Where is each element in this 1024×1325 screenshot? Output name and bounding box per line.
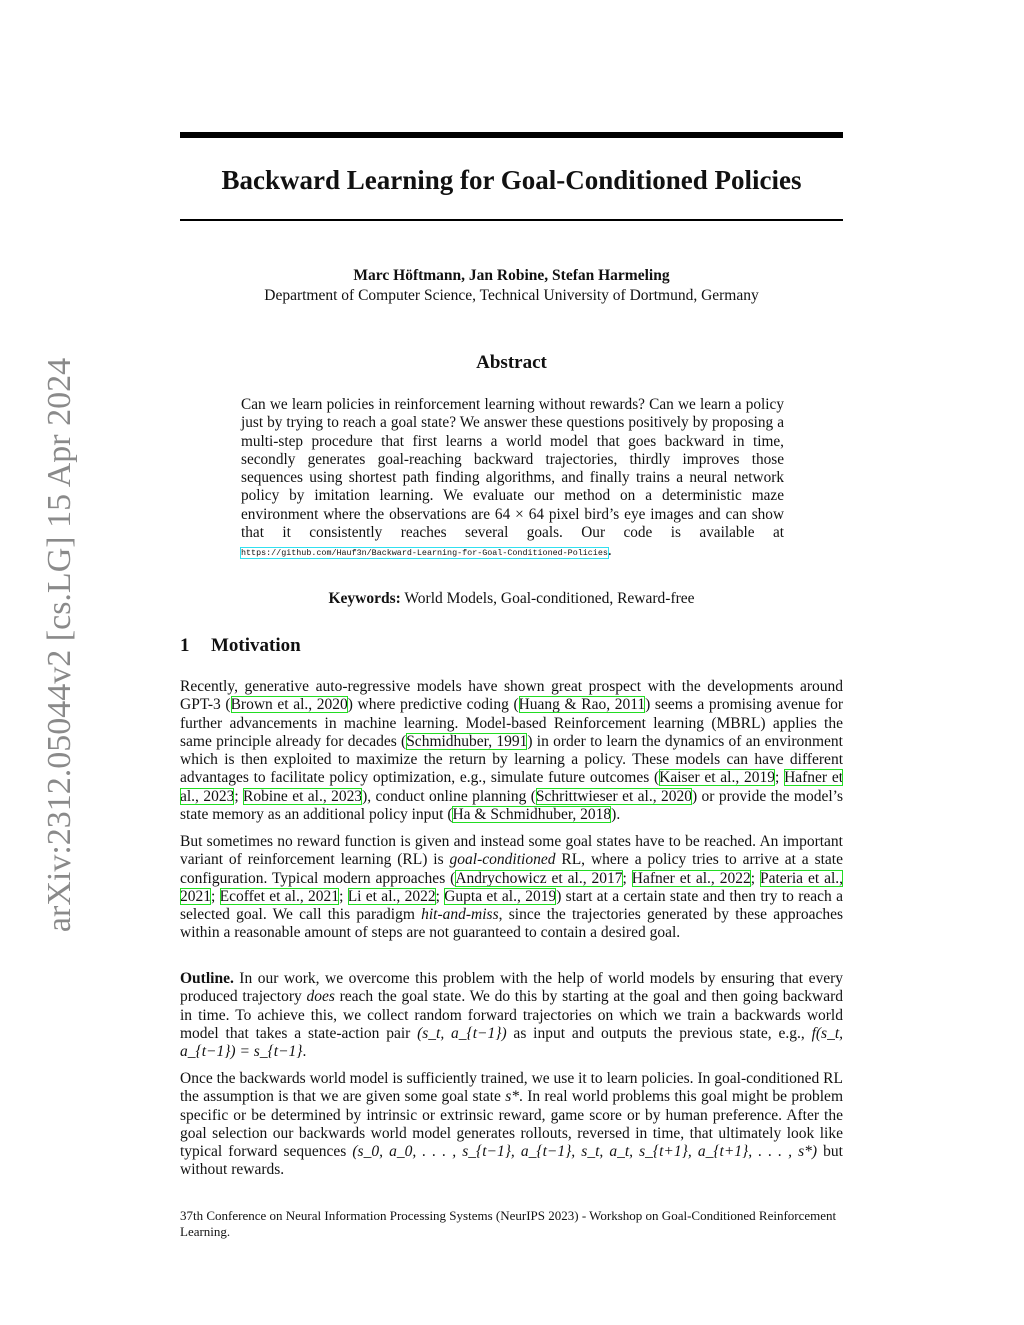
arxiv-stamp-text: arXiv:2312.05044v2 [cs.LG] 15 Apr 2024 — [41, 357, 78, 933]
citation-kaiser-2019[interactable]: Kaiser et al., 2019 — [659, 769, 775, 787]
author-list: Marc Höftmann, Jan Robine, Stefan Harmeling — [353, 267, 670, 284]
p2-text-9: , since the trajectories generated by these approaches within a reasonable amount of steps are not guaranteed to contain a desired goal. — [180, 906, 844, 942]
p3-text-1: In our work, we overcome this problem with the help of world models by ensuring that every produced trajectory — [180, 970, 843, 1006]
citation-brown-2020[interactable]: Brown et al., 2020 — [230, 696, 348, 714]
paragraph-1 — [180, 678, 843, 824]
abstract-heading: Abstract — [476, 352, 547, 373]
paragraph-4 — [180, 1070, 843, 1180]
p4-math-2: (s_0, a_0, . . . , s_{t−1}, a_{t−1}, s_t, a_t, s_{t+1}, a_{t+1}, . . . , s*) — [352, 1143, 818, 1161]
p1-text-9: ). — [611, 806, 621, 824]
citation-schmidhuber-1991[interactable]: Schmidhuber, 1991 — [406, 732, 528, 750]
keywords-text: World Models, Goal-conditioned, Reward-free — [404, 590, 695, 607]
p1-text-5: ; — [775, 769, 785, 787]
p2-text-5: ; — [211, 887, 220, 905]
p3-text-3: as input and outputs the previous state, e.g., — [506, 1024, 812, 1042]
p4-math-1: s* — [505, 1088, 520, 1106]
p3-text-2: reach the goal state. We do this by starting at the goal and then going backward in time. To achieve this, we collect random forward trajectories on which we train a backwards world model that takes a state-action pair — [180, 988, 843, 1042]
p1-text-4: ) in order to learn the dynamics of an environment which is then exploited to maximize the return by learning a policy. These models can have different advantages to facilitate policy optimization, e.g., simulate future outcomes ( — [180, 732, 843, 787]
p4-text-1: Once the backwards world model is sufficiently trained, we use it to learn policies. In goal-conditioned RL the assumption is that we are given some goal state — [180, 1070, 843, 1106]
citation-pateria-2021[interactable]: Pateria et al., 2021 — [180, 869, 844, 905]
paragraph-3 — [180, 970, 843, 1061]
affiliation: Department of Computer Science, Technical University of Dortmund, Germany — [264, 287, 759, 304]
citation-andrychowicz-2017[interactable]: Andrychowicz et al., 2017 — [455, 869, 623, 887]
section-number: 1 — [180, 635, 190, 656]
abstract-body — [241, 396, 784, 563]
citation-ha-schmidhuber-2018[interactable]: Ha & Schmidhuber, 2018 — [452, 806, 612, 824]
keywords-label: Keywords: — [328, 590, 401, 607]
citation-hafner-2022[interactable]: Hafner et al., 2022 — [631, 869, 751, 887]
p3-emphasis-1: does — [306, 988, 335, 1006]
p1-text-6: ; — [234, 787, 244, 805]
citation-hafner-2023[interactable]: Hafner et al., 2023 — [180, 769, 844, 805]
p2-text-1: But sometimes no reward function is given and instead some goal states have to be reached. An important variant of reinforcement learning (RL) is — [180, 833, 843, 869]
p2-text-2: RL, where a policy tries to arrive at a state configuration. Typical modern approaches ( — [180, 851, 843, 887]
p2-emphasis-1: goal-conditioned — [449, 851, 556, 869]
p1-text-1: Recently, generative auto-regressive models have shown great prospect with the developments around GPT-3 ( — [180, 678, 843, 714]
arxiv-stamp — [30, 345, 90, 945]
p1-text-3: ) seems a promising avenue for further advancements in machine learning. Model-based Reinforcement learning (MBRL) applies the same principle already for decades ( — [180, 696, 844, 750]
code-url-link[interactable]: https://github.com/Hauf3n/Backward-Learning-for-Goal-Conditioned-Policies — [241, 548, 608, 559]
title-rule-top — [180, 132, 843, 138]
p1-text-7: ), conduct online planning ( — [362, 787, 536, 805]
paragraph-2 — [180, 833, 843, 943]
p1-text-2: ) where predictive coding ( — [347, 696, 519, 714]
paper-title: Backward Learning for Goal-Conditioned Policies — [221, 165, 802, 195]
section-heading — [180, 633, 301, 659]
p2-text-8: ) start at a certain state and then try to reach a selected goal. We call this paradigm — [180, 887, 844, 924]
p4-text-2: . In real world problems this goal might be problem specific or be determined by intrinsic or extrinsic reward, game score or by human preference. After the goal selection our backwards world model generates rollouts, reversed in time, that ultimately look like typical forward sequences — [180, 1088, 843, 1161]
p2-text-7: ; — [435, 887, 445, 905]
p3-math-2: f(s_t, a_{t−1}) = s_{t−1} — [180, 1024, 843, 1061]
citation-ecoffet-2021[interactable]: Ecoffet et al., 2021 — [219, 887, 340, 905]
outline-label: Outline. — [180, 970, 234, 987]
section-title: Motivation — [211, 635, 301, 656]
p4-text-3: but without rewards. — [180, 1143, 843, 1179]
p2-emphasis-2: hit-and-miss — [421, 906, 499, 924]
citation-gupta-2019[interactable]: Gupta et al., 2019 — [444, 887, 557, 905]
p2-text-3: ; — [622, 869, 632, 887]
citation-schrittwieser-2020[interactable]: Schrittwieser et al., 2020 — [535, 787, 692, 805]
abstract-text: Can we learn policies in reinforcement learning without rewards? Can we learn a policy just by trying to reach a goal state? We answer these questions positively by proposing a multi-step procedure that first learns a world model that goes backward in time, secondly generates goal-reaching backward trajectories, thirdly improves those sequences using shortest path finding algorithms, and finally trains a neural network policy by imitation learning. We evaluate our method on a deterministic maze environment where the observations are 64 × 64 pixel bird’s eye images and can show that it consistently reaches several goals. Our code is available at — [241, 396, 784, 542]
abstract-url-suffix: . — [607, 542, 612, 560]
conference-footnote: 37th Conference on Neural Information Processing Systems (NeurIPS 2023) - Workshop on Goal-Conditioned Reinforcement Learning. — [180, 1208, 837, 1239]
p2-text-6: ; — [339, 887, 348, 905]
citation-robine-2023[interactable]: Robine et al., 2023 — [243, 787, 363, 805]
p3-math-1: (s_t, a_{t−1}) — [417, 1024, 507, 1042]
citation-huang-rao-2011[interactable]: Huang & Rao, 2011 — [518, 696, 646, 714]
p2-text-4: ; — [750, 869, 760, 887]
p1-text-8: ) or provide the model’s state memory as an additional policy input ( — [180, 787, 843, 824]
p3-text-4: . — [302, 1043, 307, 1061]
citation-li-2022[interactable]: Li et al., 2022 — [347, 887, 436, 905]
title-rule-bottom — [180, 219, 843, 221]
keywords-line — [180, 589, 843, 609]
